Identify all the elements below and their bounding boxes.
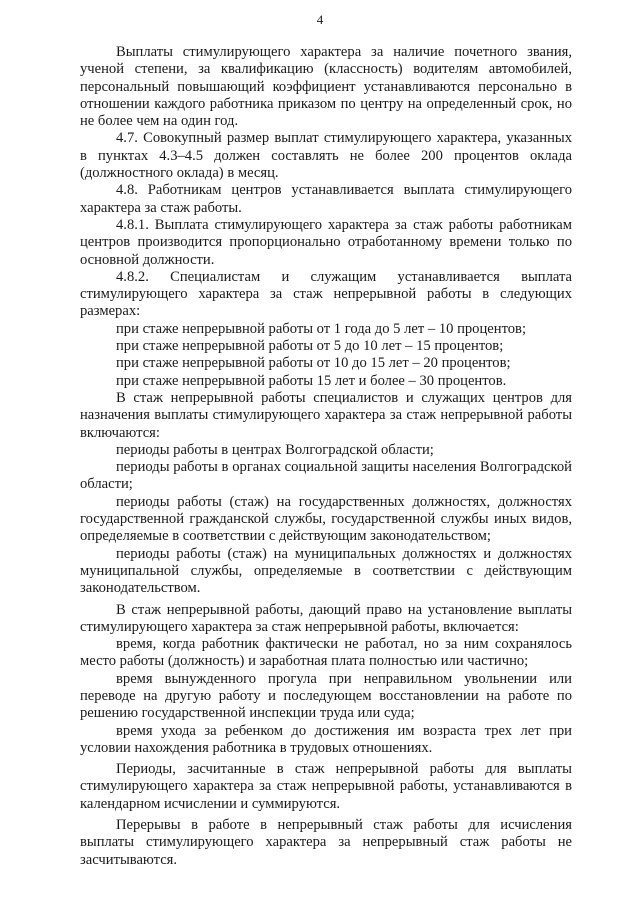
list-item: периоды работы в органах социальной защиты населения Волгоградской области; bbox=[80, 459, 572, 493]
list-item: время вынужденного прогула при неправильном увольнении или переводе на другую работу и последующем восстановлении на работе по решению государственной инспекции труда или суда; bbox=[80, 670, 572, 722]
list-item: периоды работы в центрах Волгоградской области; bbox=[116, 441, 434, 458]
paragraph: 4.7. Совокупный размер выплат стимулирующего характера, указанных в пунктах 4.3–4.5 должен составлять не более 200 процентов оклада (должностного оклада) в месяц. bbox=[80, 130, 572, 182]
paragraph: В стаж непрерывной работы, дающий право на установление выплаты стимулирующего характера за стаж непрерывной работы, включается: bbox=[80, 601, 572, 635]
list-item: периоды работы (стаж) на муниципальных должностях и должностях муниципальной службы, определяемые в соответствии с действующим законодательством. bbox=[80, 545, 572, 597]
paragraph: В стаж непрерывной работы специалистов и служащих центров для назначения выплаты стимулирующего характера за стаж непрерывной работы включаются: bbox=[80, 389, 572, 441]
list-item: при стаже непрерывной работы от 10 до 15 лет – 20 процентов; bbox=[116, 355, 511, 372]
paragraph: 4.8.1. Выплата стимулирующего характера за стаж работы работникам центров производится пропорционально отработанному времени только по основной должности. bbox=[80, 216, 572, 268]
paragraph: Выплаты стимулирующего характера за наличие почетного звания, ученой степени, за квалификацию (классность) водителям автомобилей, персональный повышающий коэффициент устанавливаются персонально в отношении каждого работника приказом по центру на определенный срок, но не более чем на один год. bbox=[80, 44, 572, 130]
paragraph: 4.8. Работникам центров устанавливается выплата стимулирующего характера за стаж работы. bbox=[80, 182, 572, 216]
list-item: при стаже непрерывной работы от 5 до 10 лет – 15 процентов; bbox=[116, 338, 504, 355]
list-item: при стаже непрерывной работы 15 лет и более – 30 процентов. bbox=[116, 372, 507, 389]
document-body bbox=[80, 44, 572, 869]
paragraph: Перерывы в работе в непрерывный стаж работы для исчисления выплаты стимулирующего характера за непрерывный стаж работы не засчитываются. bbox=[80, 817, 572, 868]
paragraph: Периоды, засчитанные в стаж непрерывной работы для выплаты стимулирующего характера за стаж непрерывной работы, устанавливаются в календарном исчислении и суммируются. bbox=[80, 761, 572, 812]
list-item: периоды работы (стаж) на государственных должностях, должностях государственной гражданской службы, государственной службы иных видов, определяемые в соответствии с действующим законодательством; bbox=[80, 493, 572, 545]
list-item: при стаже непрерывной работы от 1 года до 5 лет – 10 процентов; bbox=[116, 320, 526, 337]
page-number: 4 bbox=[316, 12, 324, 27]
paragraph: 4.8.2. Специалистам и служащим устанавливается выплата стимулирующего характера за стаж непрерывной работы в следующих размерах: bbox=[80, 268, 572, 320]
list-item: время ухода за ребенком до достижения им возраста трех лет при условии нахождения работника в трудовых отношениях. bbox=[80, 722, 572, 756]
list-item: время, когда работник фактически не работал, но за ним сохранялось место работы (должность) и заработная плата полностью или частично; bbox=[80, 636, 572, 670]
